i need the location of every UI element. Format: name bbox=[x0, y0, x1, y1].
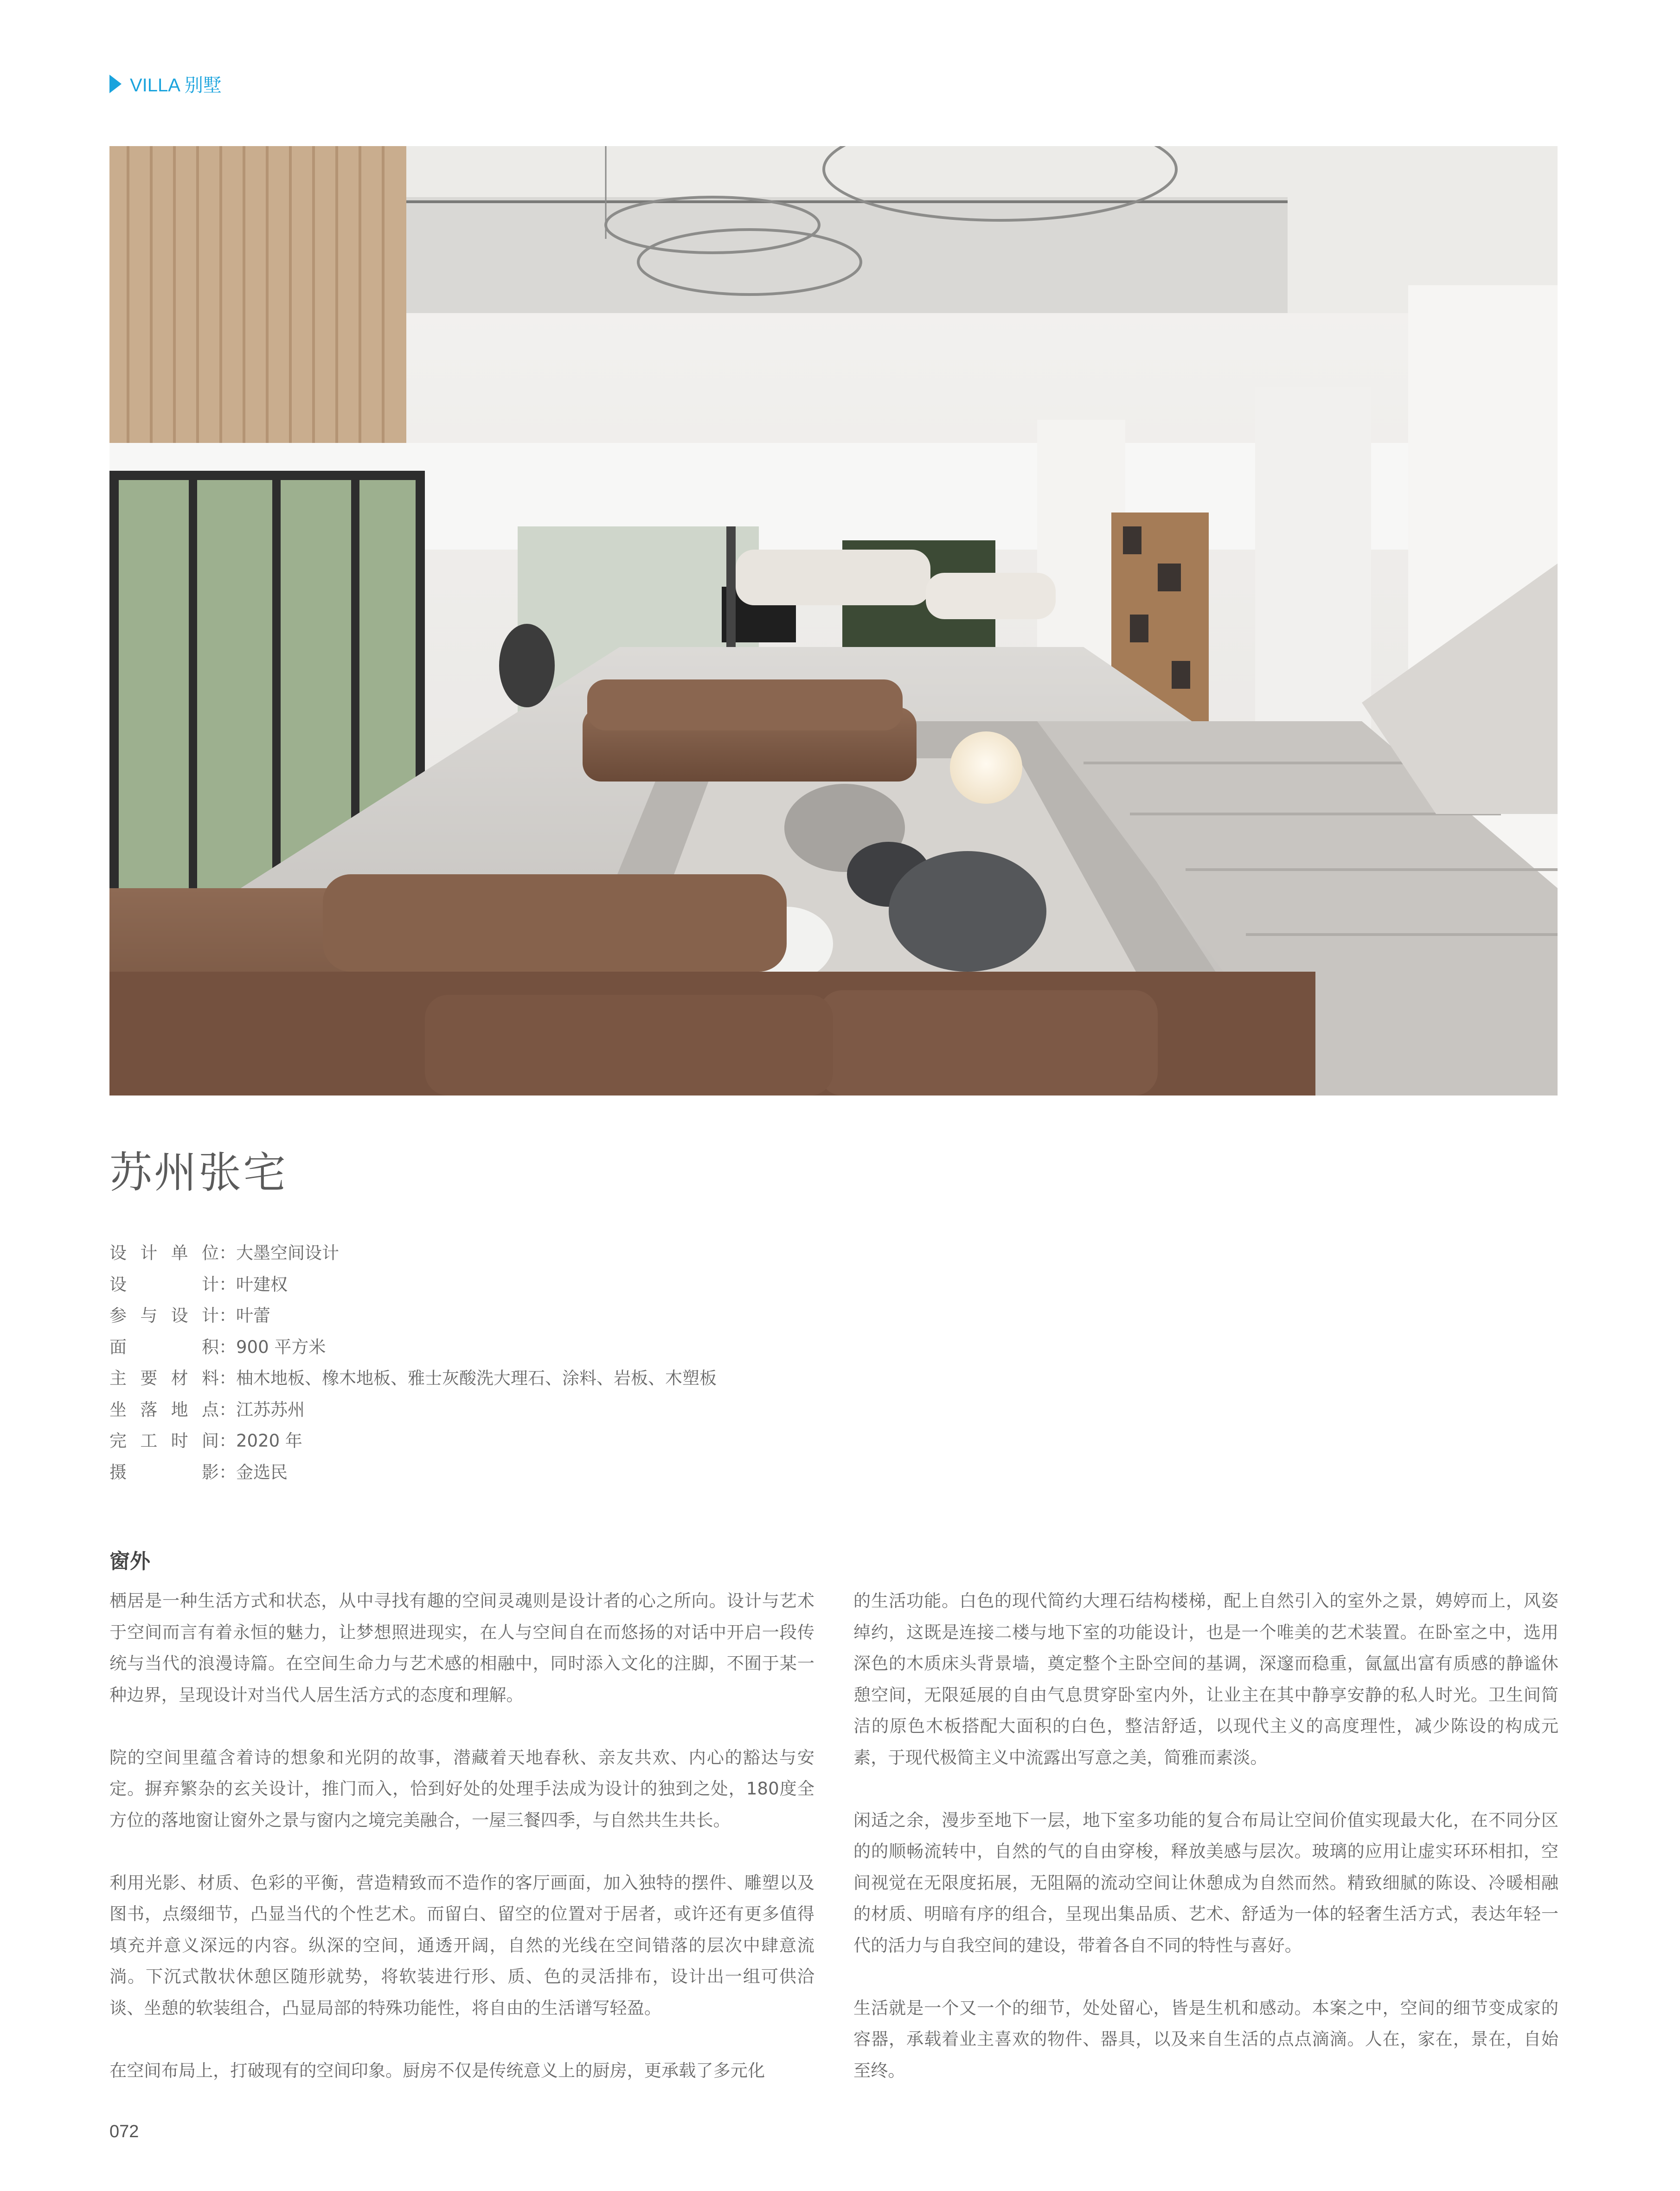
credit-label: 设计单位 bbox=[109, 1243, 219, 1263]
section-label: VILLA 别墅 bbox=[130, 75, 222, 96]
body-paragraph: 闲适之余，漫步至地下一层，地下室多功能的复合布局让空间价值实现最大化，在不同分区的的顺畅流转中，自然的气的自由穿梭，释放美感与层次。玻璃的应用让虚实环环相扣，空间视觉在无限度拓展，无阻隔的流动空间让休憩成为自然而然。精致细腻的陈设、冷暖相融的材质、明暗有序的组合，呈现出集品质、艺术、舒适为一体的轻奢生活方式，表达年轻一代的活力与自我空间的建设，带着各自不同的特性与喜好。 bbox=[853, 1809, 1558, 1955]
hero-photo bbox=[109, 146, 1558, 1096]
credit-colon: ： bbox=[219, 1399, 236, 1420]
credit-value: 大墨空间设计 bbox=[236, 1243, 339, 1263]
credit-label: 主要材料 bbox=[109, 1368, 219, 1388]
credit-colon: ： bbox=[219, 1274, 236, 1294]
credit-label: 面积 bbox=[109, 1337, 219, 1357]
article-title: 苏州张宅 bbox=[109, 1148, 288, 1198]
credit-value: 叶建权 bbox=[236, 1274, 288, 1294]
credit-value: 2020 年 bbox=[236, 1431, 302, 1451]
body-column-left bbox=[109, 1585, 814, 2118]
credit-colon: ： bbox=[219, 1431, 236, 1451]
credit-row bbox=[109, 1269, 717, 1301]
credit-value: 900 平方米 bbox=[236, 1337, 326, 1357]
credit-row bbox=[109, 1363, 717, 1394]
credit-row bbox=[109, 1425, 717, 1457]
section-heading: 窗外 bbox=[109, 1550, 150, 1573]
credit-row bbox=[109, 1237, 717, 1269]
credit-colon: ： bbox=[219, 1306, 236, 1326]
credit-row bbox=[109, 1300, 717, 1332]
body-paragraph: 的生活功能。白色的现代简约大理石结构楼梯，配上自然引入的室外之景，娉婷而上，风姿绰约，这既是连接二楼与地下室的功能设计，也是一个唯美的艺术装置。在卧室之中，选用深色的木质床头背景墙，奠定整个主卧空间的基调，深邃而稳重，氤氲出富有质感的静谧休憩空间，无限延展的自由气息贯穿卧室内外，让业主在其中静享安静的私人时光。卫生间简洁的原色木板搭配大面积的白色，整洁舒适，以现代主义的高度理性，减少陈设的构成元素，于现代极简主义中流露出写意之美，简雅而素淡。 bbox=[853, 1590, 1558, 1768]
credit-value: 叶蕾 bbox=[236, 1306, 270, 1326]
credit-row bbox=[109, 1457, 717, 1488]
play-triangle-icon bbox=[109, 75, 122, 93]
credit-label: 设计 bbox=[109, 1274, 219, 1294]
body-paragraph: 栖居是一种生活方式和状态，从中寻找有趣的空间灵魂则是设计者的心之所向。设计与艺术于空间而言有着永恒的魅力，让梦想照进现实，在人与空间自在而悠扬的对话中开启一段传统与当代的浪漫诗篇。在空间生命力与艺术感的相融中，同时添入文化的注脚，不囿于某一种边界，呈现设计对当代人居生活方式的态度和理解。 bbox=[109, 1590, 814, 1705]
credit-label: 参与设计 bbox=[109, 1306, 219, 1326]
living-room-illustration bbox=[109, 146, 1558, 1096]
project-credits bbox=[109, 1237, 717, 1488]
credit-label: 摄影 bbox=[109, 1462, 219, 1482]
page-number: 072 bbox=[109, 2122, 139, 2141]
section-tag bbox=[109, 70, 222, 97]
credit-colon: ： bbox=[219, 1462, 236, 1482]
credit-value: 金选民 bbox=[236, 1462, 288, 1482]
body-paragraph: 利用光影、材质、色彩的平衡，营造精致而不造作的客厅画面，加入独特的摆件、雕塑以及图书，点缀细节，凸显当代的个性艺术。而留白、留空的位置对于居者，或许还有更多值得填充并意义深远的内容。纵深的空间，通透开阔，自然的光线在空间错落的层次中肆意流淌。下沉式散状休憩区随形就势，将软装进行形、质、色的灵活排布，设计出一组可供洽谈、坐憩的软装组合，凸显局部的特殊功能性，将自由的生活谱写轻盈。 bbox=[109, 1872, 814, 2018]
credit-label: 坐落地点 bbox=[109, 1399, 219, 1420]
credit-value: 江苏苏州 bbox=[236, 1399, 305, 1420]
body-paragraph: 生活就是一个又一个的细节，处处留心，皆是生机和感动。本案之中，空间的细节变成家的容器，承载着业主喜欢的物件、器具，以及来自生活的点点滴滴。人在，家在，景在，自始至终。 bbox=[853, 1997, 1558, 2081]
credit-colon: ： bbox=[219, 1243, 236, 1263]
credit-colon: ： bbox=[219, 1337, 236, 1357]
credit-value: 柚木地板、橡木地板、雅士灰酸洗大理石、涂料、岩板、木塑板 bbox=[236, 1368, 717, 1388]
credit-label: 完工时间 bbox=[109, 1431, 219, 1451]
body-column-right bbox=[853, 1585, 1558, 2118]
credit-row bbox=[109, 1394, 717, 1426]
body-paragraph: 院的空间里蕴含着诗的想象和光阴的故事，潜藏着天地春秋、亲友共欢、内心的豁达与安定。摒弃繁杂的玄关设计，推门而入，恰到好处的处理手法成为设计的独到之处，180度全方位的落地窗让窗外之景与窗内之境完美融合，一屋三餐四季，与自然共生共长。 bbox=[109, 1747, 814, 1830]
body-paragraph: 在空间布局上，打破现有的空间印象。厨房不仅是传统意义上的厨房，更承载了多元化 bbox=[109, 2060, 765, 2081]
credit-colon: ： bbox=[219, 1368, 236, 1388]
credit-row bbox=[109, 1332, 717, 1363]
